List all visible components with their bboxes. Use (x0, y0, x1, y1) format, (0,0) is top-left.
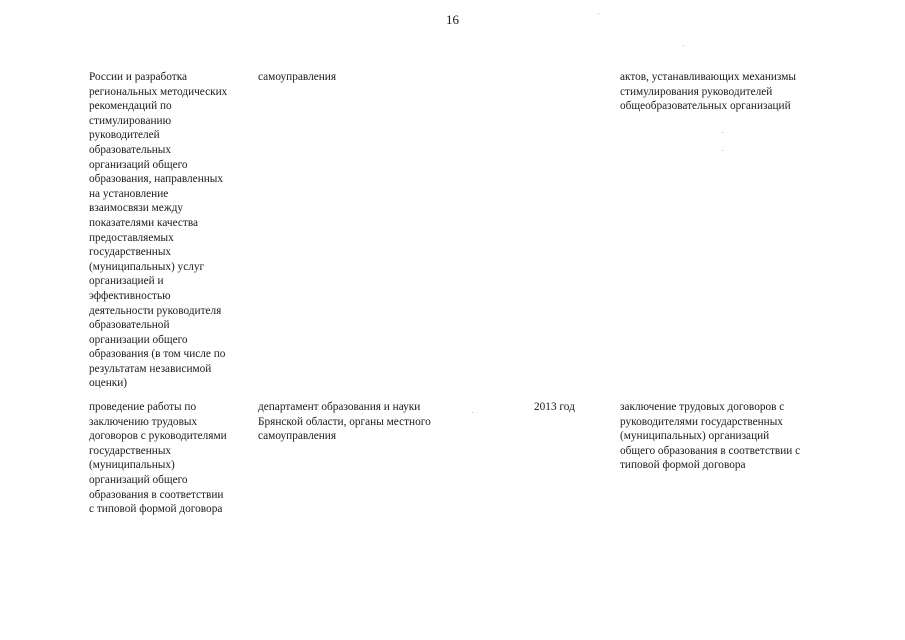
row2-measure-cell: проведение работы по заключению трудовых договоров с руководителями государственных (муниципальных) организаций общего образования в соответствии с типовой формой договора (89, 401, 227, 516)
scan-speck (722, 150, 723, 151)
page-number: 16 (446, 12, 459, 27)
row2-deadline-cell: 2013 год (534, 401, 575, 413)
scan-speck (722, 132, 723, 133)
scan-speck (472, 412, 473, 413)
row2-responsible-cell: департамент образования и науки Брянской области, органы местного самоуправления (258, 401, 431, 443)
scan-speck (598, 13, 599, 14)
scan-speck (683, 45, 684, 46)
row1-measure-cell: России и разработка региональных методических рекомендаций по стимулированию руководителей образовательных организаций общего образования, направленных на установление взаимосвязи между показателями качества предоставляемых государственных (муниципальных) услуг организацией и эффективностью деятельности руководителя образовательной организации общего образования (в том числе по результатам независимой оценки) (89, 71, 228, 390)
row1-responsible-cell: самоуправления (258, 71, 337, 83)
row1-result-cell: актов, устанавливающих механизмы стимулирования руководителей общеобразовательных организаций (620, 71, 796, 113)
row2-result-cell: заключение трудовых договоров с руководителями государственных (муниципальных) организаций общего образования в соответствии с типовой формой договора (620, 401, 801, 472)
